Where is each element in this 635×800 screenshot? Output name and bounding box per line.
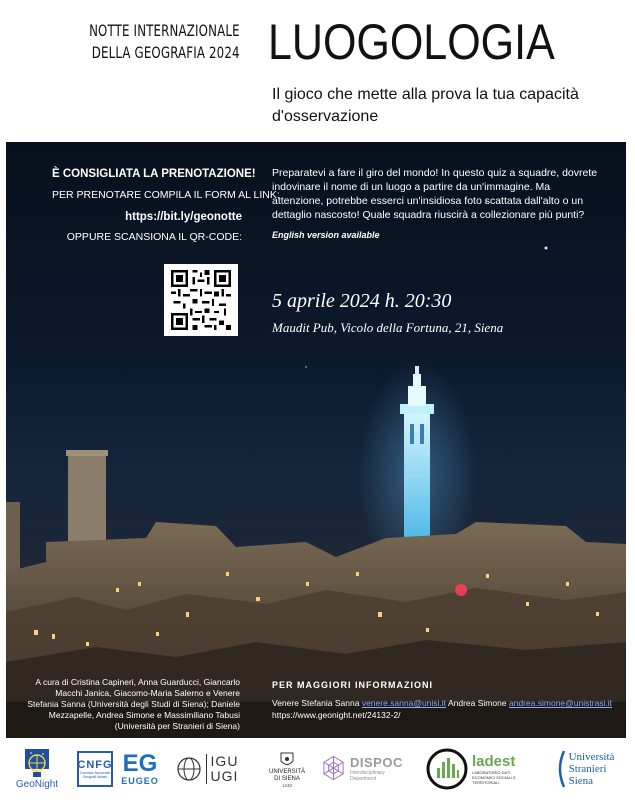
subtitle: Il gioco che mette alla prova la tua capacità d'osservazione (272, 86, 579, 125)
geonight-logo (14, 742, 60, 796)
unistrasi-label-2: Stranieri (568, 763, 607, 775)
qr-code[interactable] (164, 264, 238, 336)
ladest-sub: LABORATORIO DATI ECONOMICI SOCIALI E TERRITORIALI (472, 769, 516, 785)
event-name-line1: NOTTE INTERNAZIONALE (89, 21, 240, 40)
unisi-logo (262, 742, 312, 796)
igu-globe-icon (176, 756, 202, 782)
english-note: English version available (272, 230, 380, 240)
contact2-name: Andrea Simone (447, 698, 507, 708)
eugeo-logo (120, 742, 160, 796)
booking-link[interactable]: https://bit.ly/geonotte (125, 211, 242, 223)
eugeo-mark: EG (122, 750, 158, 777)
booking-instruction: PER PRENOTARE COMPILA IL FORM AL LINK: (52, 189, 280, 201)
siena-night-photo (6, 142, 626, 738)
qr-instruction: OPPURE SCANSIONA IL QR-CODE: (66, 231, 242, 243)
unisi-crest-icon (279, 751, 295, 769)
globe-icon (23, 749, 51, 779)
unistrasi-label-3: Siena (568, 775, 594, 787)
ugi-label: UGI (210, 768, 239, 784)
event-name (56, 20, 240, 64)
qr-code-icon (170, 270, 232, 330)
geonight-label: GeoNight (15, 778, 59, 790)
credits: A cura di Cristina Capineri, Anna Guarducci, Giancarlo Macchi Janica, Giacomo-Maria Salerno e Venere Stefania Sanna (Università degli Studi di Siena); Daniele Mezzapelle, Andrea Simone e Massimiliano Tabusi (Università per Stranieri di Siena) (27, 677, 240, 731)
igu-ugi-logo (174, 742, 240, 796)
cnfg-logo (76, 742, 114, 796)
unistrasi-logo (544, 742, 624, 796)
partner-logos (0, 738, 635, 800)
igu-label: IGU (210, 753, 239, 769)
cnfg-sub: Comitato Nazionale Geografi Italiani (79, 771, 111, 779)
unistrasi-label-1: Università (568, 751, 615, 763)
dispoc-label: DISPOC (349, 755, 403, 770)
dispoc-hex-icon (320, 754, 347, 784)
header (0, 0, 635, 142)
contact1-name: Venere Stefania Sanna (272, 698, 360, 708)
contact1-email[interactable]: venere.sanna@unisi.it (361, 698, 447, 708)
ladest-label: ladest (472, 752, 516, 770)
dispoc-sub: Interdisciplinary Department (349, 770, 385, 782)
event-date: 5 aprile 2024 h. 20:30 (272, 290, 452, 312)
info-title: PER MAGGIORI INFORMAZIONI (272, 680, 433, 690)
booking-recommended: È CONSIGLIATA LA PRENOTAZIONE! (52, 168, 256, 180)
ladest-chart-icon (426, 748, 468, 790)
game-description: Preparatevi a fare il giro del mondo! In questo quiz a squadre, dovrete indovinare il nome di un luogo a partire da un'immagine. Ma attenzione, potrebbe esserci un'insidiosa foto scattata dall'alto o un dettaglio nascosto! Quale squadra riuscirà a collezionare più punti? (272, 167, 598, 221)
contact-line (272, 698, 612, 709)
cnfg-label: CNFG (77, 759, 113, 771)
page-title: LUOGOLOGIA (268, 14, 555, 70)
unisi-label-3: 1240 (281, 782, 292, 788)
ladest-logo (420, 742, 530, 796)
eugeo-label: EUGEO (121, 776, 159, 786)
event-name-line2: DELLA GEOGRAFIA 2024 (92, 43, 240, 62)
booking-info (52, 166, 280, 244)
website-link[interactable]: https://www.geonight.net/24132-2/ (272, 710, 401, 720)
contact2-email[interactable]: andrea.simone@unistrasi.it (508, 698, 613, 708)
dispoc-logo (320, 742, 410, 796)
unistrasi-mark-icon (554, 749, 566, 789)
unisi-label-1: UNIVERSITÀ (268, 768, 305, 775)
unisi-label-2: DI SIENA (274, 775, 300, 782)
event-venue: Maudit Pub, Vicolo della Fortuna, 21, Siena (272, 320, 504, 335)
